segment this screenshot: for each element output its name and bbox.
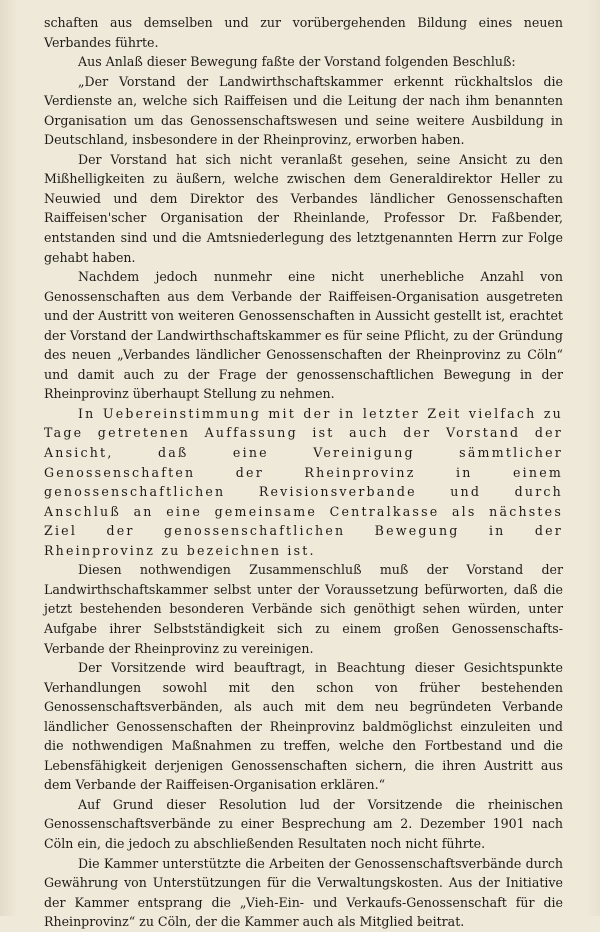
- paragraph-resolution-1: „Der Vorstand der Landwirthschaftskammer erkennt rückhaltslos die Verdienste an, welche sich Raiffeisen und die Leitung der nach ihm benannten Organisation um das Genossenschaftswesen und seine weitere Ausbildung in Deutschland, insbesondere in der Rheinprovinz, erworben haben.: [44, 73, 563, 148]
- paragraph-resolution-2: Der Vorstand hat sich nicht veranlaßt gesehen, seine Ansicht zu den Mißhelligkeiten zu äußern, welche zwischen dem Generaldirektor Heller zu Neuwied und dem Direktor des Verbandes ländlicher Genossenschaften Raiffeisen'scher Organisation der Rheinlande, Professor Dr. Faßbender, entstanden sind und die Amtsniederlegung des letztgenannten Herrn zur Folge gehabt haben.: [44, 151, 563, 265]
- paragraph-continuation: schaften aus demselben und zur vorübergehenden Bildung eines neuen Verbandes führte.: [44, 15, 563, 50]
- paragraph-resolution-intro: Aus Anlaß dieser Bewegung faßte der Vorstand folgenden Beschluß:: [78, 54, 516, 70]
- paragraph-resolution-6: Der Vorsitzende wird beauftragt, in Beachtung dieser Gesichtspunkte Verhandlungen sowohl mit den schon von früher bestehenden Genossenschaftsverbänden, als auch mit dem neu begründeten Verbande ländlicher Genossenschaften der Rheinprovinz baldmöglichst einzuleiten und die nothwendigen Maßnahmen zu treffen, welche den Fortbestand und die Lebensfähigkeit derjenigen Genossenschaften sichern, die ihren Austritt aus dem Verbande der Raiffeisen-Organisation erklären.“: [44, 660, 563, 793]
- paragraph-resolution-3: Nachdem jedoch nunmehr eine nicht unerhebliche Anzahl von Genossenschaften aus dem Verbande der Raiffeisen-Organisation ausgetreten und der Austritt von weiteren Genossenschaften in Aussicht gestellt ist, erachtet der Vorstand der Landwirthschaftskammer es für seine Pflicht, zu der Gründung des neuen „Verbandes ländlicher Genossenschaften der Rheinprovinz zu Cöln“ und damit auch zu der Frage der genossenschaftlichen Bewegung in der Rheinprovinz überhaupt Stellung zu nehmen.: [44, 269, 563, 402]
- paragraph-meeting: Auf Grund dieser Resolution lud der Vorsitzende die rheinischen Genossenschaftsverbände zu einer Besprechung am 2. Dezember 1901 nach Cöln ein, die jedoch zu abschließenden Resultaten noch nicht führte.: [44, 796, 563, 851]
- paragraph-chamber-support: Die Kammer unterstützte die Arbeiten der Genossenschaftsverbände durch Gewährung von Unterstützungen für die Verwaltungskosten. Aus der Initiative der Kammer entsprang die „Vieh-Ein- und Verkaufs-Genossenschaft für die Rheinprovinz“ zu Cöln, der die Kammer auch als Mitglied beitrat.: [44, 855, 563, 930]
- body-text: [44, 13, 563, 932]
- paragraph-resolution-5: Diesen nothwendigen Zusammenschluß muß der Vorstand der Landwirthschaftskammer selbst unter der Voraussetzung befürworten, daß die jetzt bestehenden besonderen Verbände sich genöthigt sehen würden, unter Aufgabe ihrer Selbstständigkeit sich zu einem großen Genossenschafts-Verbande der Rheinprovinz zu vereinigen.: [44, 562, 563, 656]
- paragraph-resolution-4: In Uebereinstimmung mit der in letzter Zeit vielfach zu Tage getretenen Auffassung ist auch der Vorstand der Ansicht, daß eine Vereinigung sämmtlicher Genossenschaften der Rheinprovinz in einem genossenschaftlichen Revisionsverbande und durch Anschluß an eine gemeinsame Centralkasse als nächstes Ziel der genossenschaftlichen Bewegung in der Rheinprovinz zu bezeichnen ist.: [44, 405, 563, 558]
